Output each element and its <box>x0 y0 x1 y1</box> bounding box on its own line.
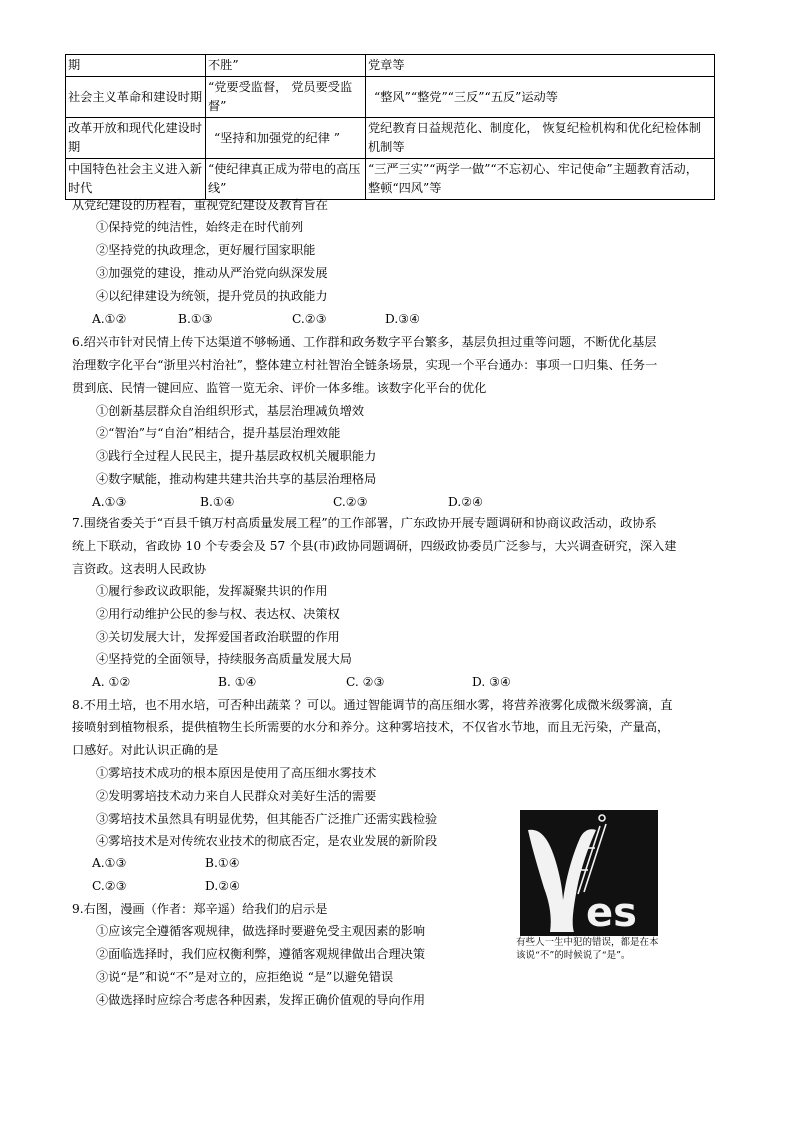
q6-stem-line-2: 治理数字化平台“浙里兴村治社”，整体建立村社智治全链条场景，实现一个平台通办：事项一口归集、任务一 <box>72 358 658 372</box>
q8-item-4: ④雾培技术是对传统农业技术的彻底否定，是农业发展的新阶段 <box>96 834 438 848</box>
q7-option-d[interactable]: D. ③④ <box>472 675 511 689</box>
q5-item-1: ①保持党的纯洁性，始终走在时代前列 <box>96 220 304 234</box>
table-row <box>66 77 715 118</box>
q6-option-a[interactable]: A.①③ <box>92 495 127 509</box>
q5-item-2: ②坚持党的执政理念，更好履行国家职能 <box>96 243 316 257</box>
q8-option-b[interactable]: B.①④ <box>205 856 240 870</box>
table-cell: “整风”“整党”“三反”“五反”运动等 <box>366 77 715 118</box>
cartoon-word: es <box>586 890 637 936</box>
q8-item-2: ②发明雾培技术动力来自人民群众对美好生活的需要 <box>96 789 377 803</box>
q8-stem-line-3: 口感好。对此认识正确的是 <box>72 743 219 757</box>
table-cell: 改革开放和现代化建设时期 <box>66 118 206 159</box>
table-row <box>66 118 715 159</box>
q5-option-b[interactable]: B.①③ <box>178 312 213 326</box>
q6-option-d[interactable]: D.②④ <box>448 495 484 509</box>
q6-item-2: ②“智治”与“自治”相结合，提升基层治理效能 <box>96 426 341 440</box>
q5-stem: 从党纪建设的历程看，重视党纪建设及教育旨在 <box>72 198 328 212</box>
q8-option-a[interactable]: A.①③ <box>92 856 127 870</box>
q8-option-c[interactable]: C.②③ <box>92 879 127 893</box>
q6-item-4: ④数字赋能，推动构建共建共治共享的基层治理格局 <box>96 472 377 486</box>
q9-item-1: ①应该完全遵循客观规律，做选择时要避免受主观因素的影响 <box>96 924 426 938</box>
cartoon-caption: 有些人一生中犯的错误，都是在本该说“不”的时候说了“是”。 <box>516 937 659 961</box>
q8-option-d[interactable]: D.②④ <box>205 879 241 893</box>
table-cell: “党要受监督， 党员要受监督” <box>206 77 366 118</box>
table-cell: “三严三实”“两学一做”“不忘初心、牢记使命”主题教育活动， 整顿“四风”等 <box>366 159 715 200</box>
q6-option-b[interactable]: B.①④ <box>200 495 235 509</box>
q5-item-4: ④以纪律建设为统领，提升党员的执政能力 <box>96 289 328 303</box>
q7-option-b[interactable]: B. ①④ <box>218 675 257 689</box>
table-cell: “使纪律真正成为带电的高压线” <box>206 159 366 200</box>
q8-stem-line-2: 接喷射到植物根系，提供植物生长所需要的水分和养分。这种雾培技术，不仅省水节地，而且无污染，产量高， <box>72 720 670 734</box>
table-cell: 党纪教育日益规范化、制度化， 恢复纪检机构和优化纪检体制机制等 <box>366 118 715 159</box>
table-cell: 不胜” <box>206 55 366 77</box>
q5-option-d[interactable]: D.③④ <box>385 312 421 326</box>
q6-stem-line-3: 贯到底、民情一键回应、监管一览无余、评价一体多维。该数字化平台的优化 <box>72 381 487 395</box>
q7-item-4: ④坚持党的全面领导，持续服务高质量发展大局 <box>96 652 352 666</box>
q5-option-a[interactable]: A.①② <box>92 312 127 326</box>
q7-stem-line-2: 统上下联动，省政协 10 个专委会及 57 个县(市)政协同题调研，四级政协委员广泛参与，大兴调查研究，深入建 <box>72 539 677 553</box>
q7-stem-line-3: 言资政。这表明人民政协 <box>72 562 207 576</box>
q6-option-c[interactable]: C.②③ <box>333 495 368 509</box>
q9-item-3: ③说“是”和说“不”是对立的，应拒绝说 “是”以避免错误 <box>96 970 394 984</box>
table-row <box>66 55 715 77</box>
q9-item-2: ②面临选择时，我们应权衡利弊，遵循客观规律做出合理决策 <box>96 947 426 961</box>
q8-item-1: ①雾培技术成功的根本原因是使用了高压细水雾技术 <box>96 766 377 780</box>
q7-stem-line-1: 7.围绕省委关于“百县千镇万村高质量发展工程”的工作部署，广东政协开展专题调研和协商议政活动，政协系 <box>72 516 657 530</box>
table-cell: 党章等 <box>366 55 715 77</box>
q5-option-c[interactable]: C.②③ <box>292 312 327 326</box>
q5-item-3: ③加强党的建设，推动从严治党向纵深发展 <box>96 266 328 280</box>
table-cell: 中国特色社会主义进入新时代 <box>66 159 206 200</box>
q7-option-c[interactable]: C. ②③ <box>346 675 385 689</box>
q9-item-4: ④做选择时应综合考虑各种因素，发挥正确价值观的导向作用 <box>96 993 426 1007</box>
table-cell: 期 <box>66 55 206 77</box>
q7-item-3: ③关切发展大计，发挥爱国者政治联盟的作用 <box>96 630 340 644</box>
q7-item-2: ②用行动维护公民的参与权、表达权、决策权 <box>96 607 340 621</box>
table-cell: “坚持和加强党的纪律 ” <box>206 118 366 159</box>
party-discipline-table <box>65 54 715 200</box>
table-cell: 社会主义革命和建设时期 <box>66 77 206 118</box>
q9-stem: 9.右图，漫画（作者：郑辛遥）给我们的启示是 <box>72 902 328 916</box>
q7-option-a[interactable]: A. ①② <box>92 675 131 689</box>
q7-item-1: ①履行参政议政职能，发挥凝聚共识的作用 <box>96 584 328 598</box>
q6-item-1: ①创新基层群众自治组织形式，基层治理减负增效 <box>96 404 365 418</box>
q8-item-3: ③雾培技术虽然具有明显优势，但其能否广泛推广还需实践检验 <box>96 812 438 826</box>
q6-item-3: ③践行全过程人民民主，提升基层政权机关履职能力 <box>96 449 377 463</box>
q6-stem-line-1: 6.绍兴市针对民情上传下达渠道不够畅通、工作群和政务数字平台繁多，基层负担过重等问题，不断优化基层 <box>72 335 657 349</box>
q8-stem-line-1: 8.不用土培，也不用水培，可否种出蔬菜 ？可以。通过智能调节的高压细水雾，将营养液雾化成微米级雾滴，直 <box>72 698 673 712</box>
